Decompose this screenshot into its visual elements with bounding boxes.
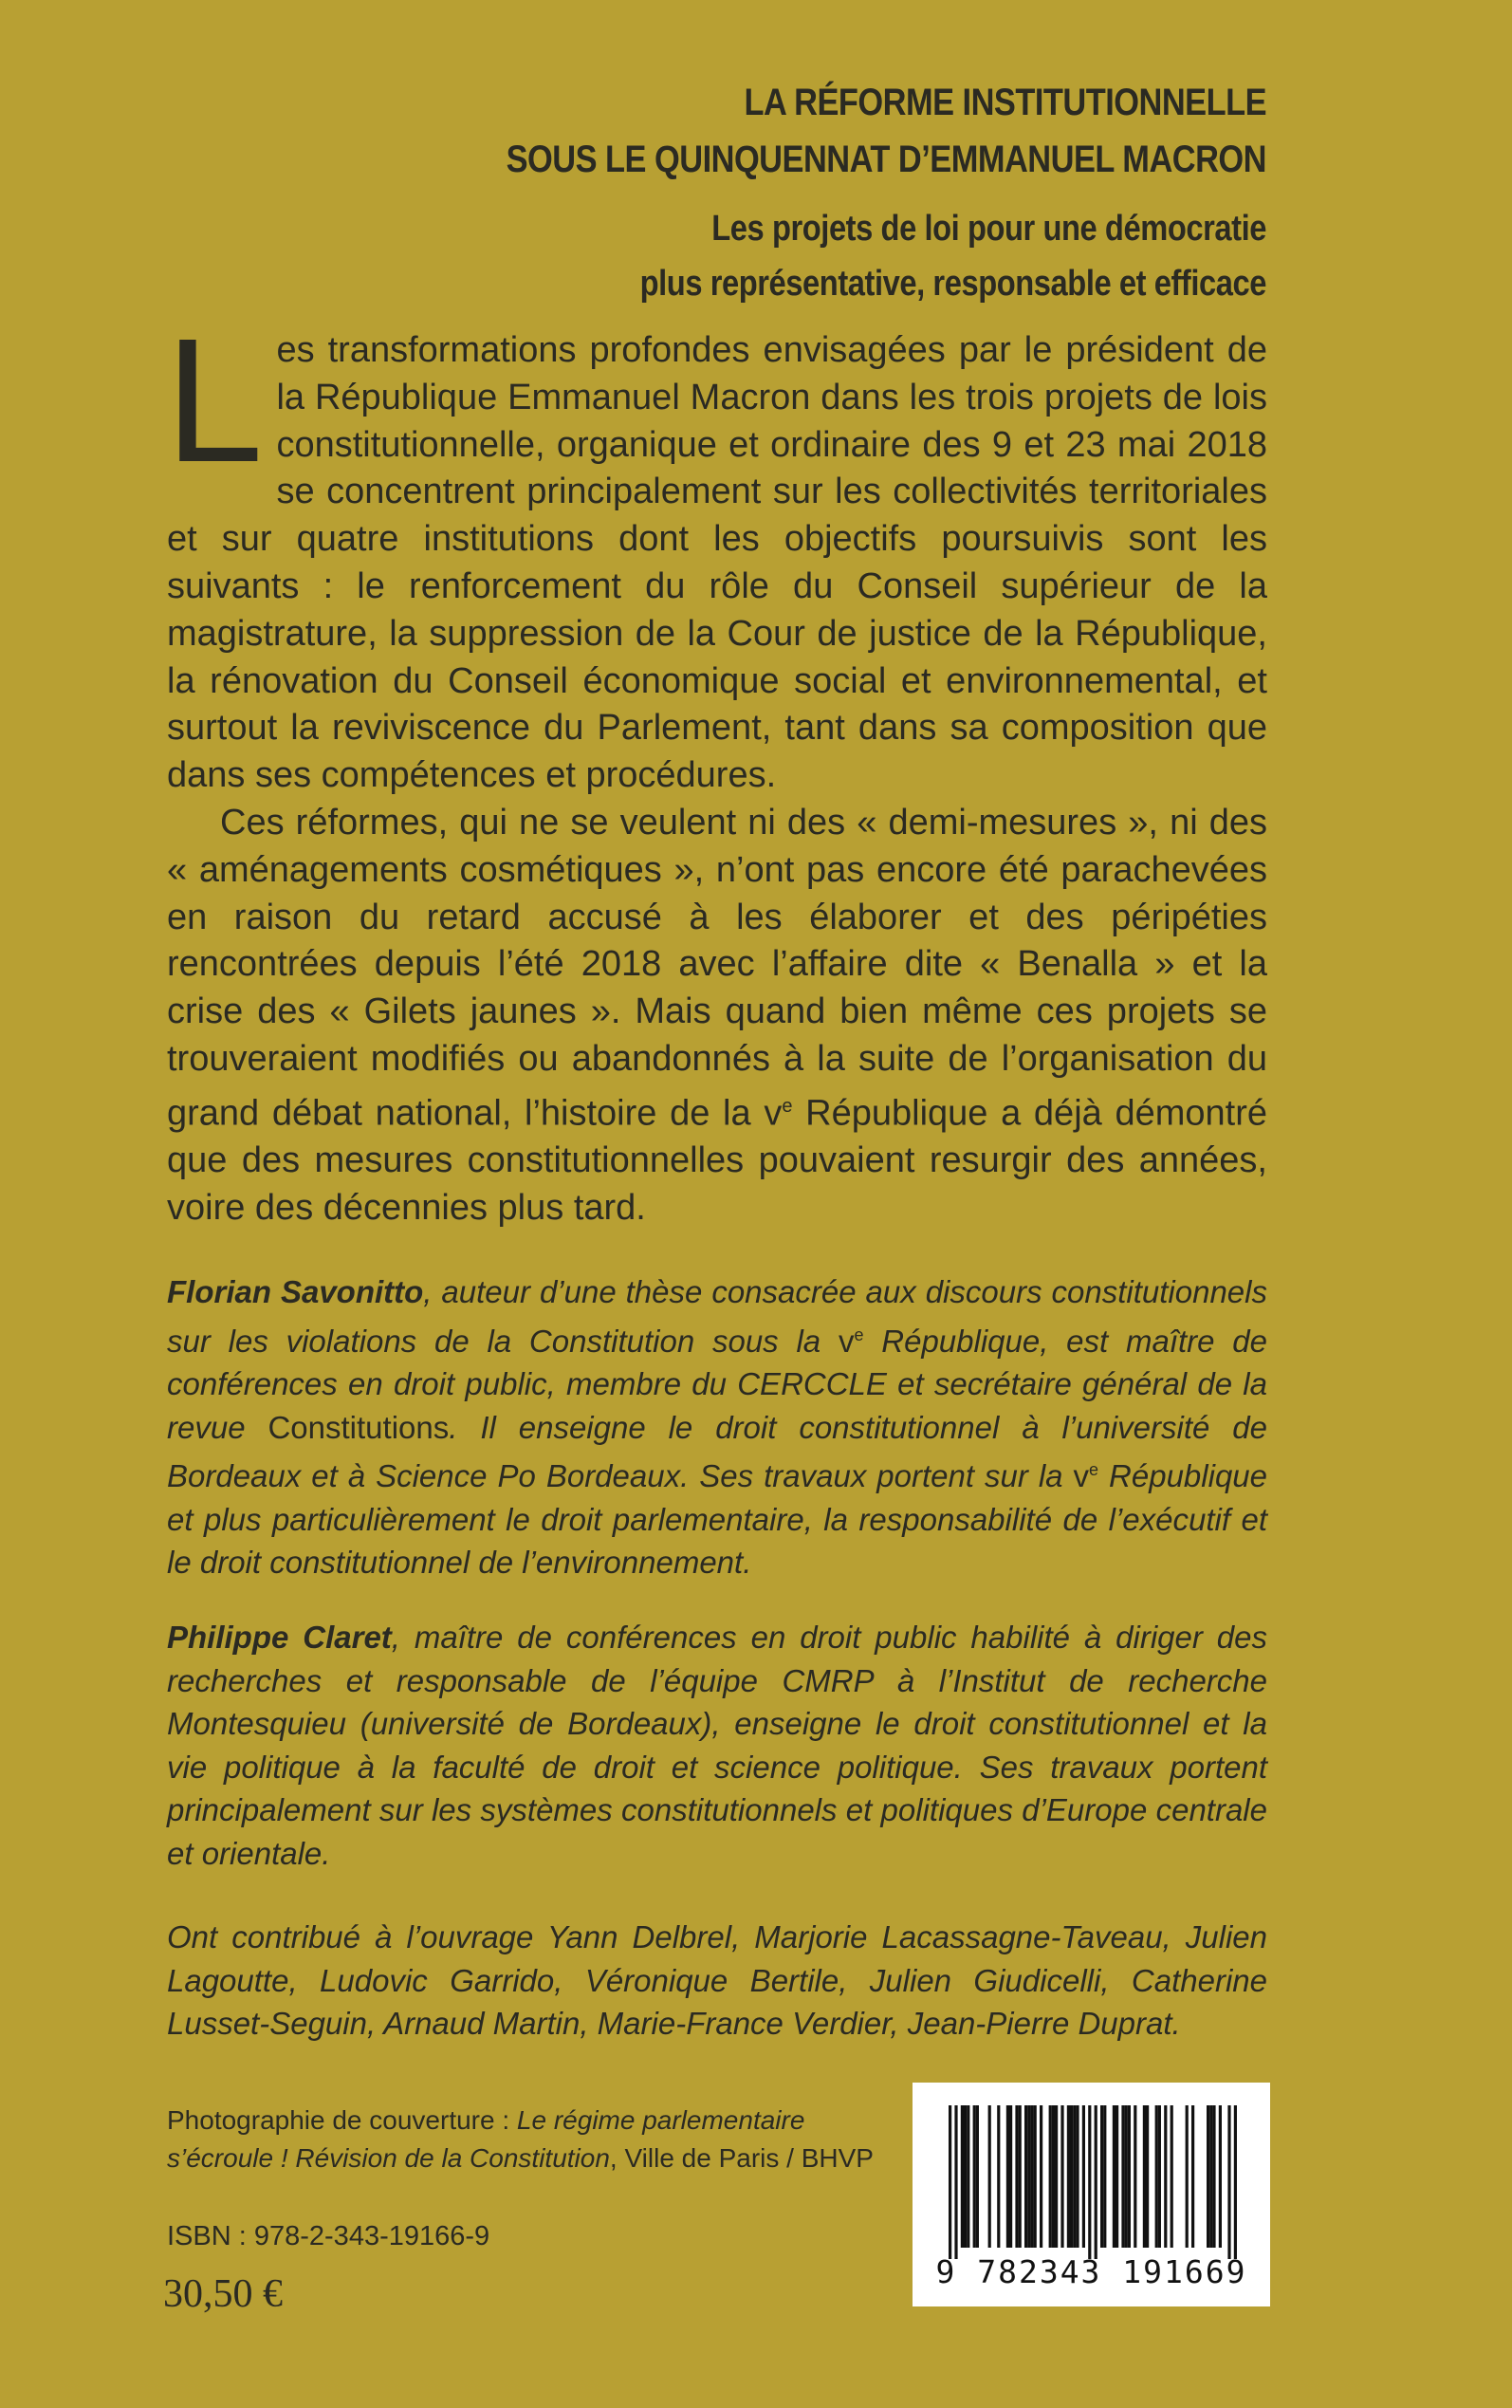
barcode-bar [1134,2105,1136,2248]
bio-2-text: , maître de conférences en droit public habilité à diriger des recherches et responsable de l’équipe CMRP à l’Institut de recherche Montesquieu (université de Bordeaux), enseigne le droit constitutionnel et la vie politique à la faculté de droit et science politique. Ses travaux portent principalement sur les systèmes constitutionnels et politiques d’Europe centrale et orientale. [167,1620,1267,1871]
barcode-bar [1070,2105,1073,2248]
contributors: Ont contribué à l’ouvrage Yann Delbrel, Marjorie Lacassagne-Taveau, Julien Lagoutte, Ludovic Garrido, Véronique Bertile, Julien Giudicelli, Catherine Lusset-Seguin, Arnaud Martin, Marie-France Verdier, Jean-Pierre Duprat. [167,1919,1267,2041]
barcode-bar [1125,2105,1128,2248]
isbn: ISBN : 978-2-343-19166-9 [167,2221,490,2251]
barcode-bar [1027,2105,1030,2248]
barcode-bar [976,2105,979,2248]
barcode-bar [1207,2105,1209,2248]
journal-name: Constitutions [267,1409,450,1445]
barcode-bar [967,2105,969,2248]
blurb-paragraph-2-text-a: Ces réformes, qui ne se veulent ni des « demi-mesures », ni des « aménagements cosmétiques », n’ont pas encore été parachevées en raison du retard accusé à les élaborer et des péripéties rencontrées depuis l’été 2018 avec l’affaire dite « Benalla » et la crise des « Gilets jaunes ». Mais quand bien même ces projets se trouveraient modifiés ou abandonnés à la suite de l’organisation du grand débat national, l’histoire de la [167,802,1267,1134]
barcode-bar [1209,2105,1212,2248]
barcode-bar [1234,2105,1237,2259]
photo-credit-title: Le régime parlementaire s’écroule ! Révision de la Constitution [167,2105,805,2173]
barcode [913,2083,1270,2306]
barcode-bar [1227,2105,1230,2259]
roman-numeral: v [764,1093,783,1134]
author-name-1: Florian Savonitto [167,1274,424,1309]
barcode-bar [1024,2105,1027,2248]
barcode-bar [1103,2105,1106,2248]
barcode-digits: 9 782343 191669 [935,2253,1247,2290]
barcode-bar [1030,2105,1033,2248]
barcode-bar [964,2105,967,2248]
author-name-2: Philippe Claret [167,1620,392,1655]
barcode-bar [1015,2105,1018,2248]
title-block [128,74,1266,311]
barcode-bar [997,2105,1000,2248]
barcode-bar [1116,2105,1118,2248]
barcode-bar [1191,2105,1194,2248]
barcode-bar [1186,2105,1189,2248]
bio-1-text-b: République, est maître de conférences en droit public, membre du CERCCLE et secrétaire général de la revue [167,1323,1267,1445]
book-title-line-2: SOUS LE QUINQUENNAT D’EMMANUEL MACRON [506,139,1266,180]
superscript: e [782,1095,793,1117]
barcode-bar [1121,2105,1124,2248]
roman-numeral: v [1073,1458,1090,1493]
price: 30,50 € [163,2272,283,2316]
barcode-bar [1219,2105,1222,2248]
blurb-paragraph-1-text: es transformations profondes envisagées par le président de la République Emmanuel Macron dans les trois projets de lois constitutionnelle, organique et ordinaire des 9 et 23 mai 2018 se concentrent principalement sur les collectivités territoriales et sur quatre institutions dont les objectifs poursuivis sont les suivants : le renforcement du rôle du Conseil supérieur de la magistrature, la suppression de la Cour de justice de la République, la rénovation du Conseil économique social et environnemental, et surtout la reviviscence du Parlement, tant dans sa composition que dans ses compétences et procédures. [167,330,1267,796]
barcode-bar [1088,2105,1091,2259]
barcode-bar [1006,2105,1009,2248]
photo-credit-label: Photographie de couverture : [167,2105,517,2135]
barcode-bar [1067,2105,1070,2248]
blurb-paragraph-1 [165,303,1267,800]
barcode-bar [1009,2105,1012,2248]
barcode-bar [1095,2105,1097,2259]
barcode-bar [1155,2105,1158,2248]
barcode-bar [954,2105,957,2259]
barcode-bar [1076,2105,1079,2248]
author-bio-1 [167,1270,1267,1584]
author-bio-2 [167,1616,1267,1875]
barcode-bar [1060,2105,1063,2248]
book-title-line-1: LA RÉFORME INSTITUTIONNELLE [744,82,1266,123]
barcode-bar [1171,2105,1173,2248]
barcode-bar [1019,2105,1022,2248]
barcode-bar [1158,2105,1161,2248]
superscript: e [854,1324,864,1344]
barcode-bar [1073,2105,1076,2248]
barcode-bar [1100,2105,1103,2248]
bio-1-text-d: République et plus particulièrement le droit parlementaire, la responsabilité de l’exécutif et le droit constitutionnel de l’environnement. [167,1458,1267,1580]
barcode-bar [1034,2105,1037,2248]
barcode-bar [961,2105,964,2248]
barcode-bar [1164,2105,1167,2248]
barcode-bar [1113,2105,1116,2248]
barcode-bar [973,2105,976,2248]
blurb-paragraph-2-text-b: République a déjà démontré que des mesures constitutionnelles pouvaient resurgir des années, voire des décennies plus tard. [167,1093,1267,1228]
barcode-bar [1146,2105,1149,2248]
barcode-bar [1040,2105,1042,2248]
bio-1-text-a: , auteur d’une thèse consacrée aux discours constitutionnels sur les violations de la Constitution sous la [167,1274,1267,1359]
book-subtitle-line-2: plus représentative, responsable et efficace [639,264,1266,304]
barcode-bar [1128,2105,1131,2248]
barcode-bar [1055,2105,1058,2248]
barcode-bar [988,2105,991,2248]
roman-numeral: v [838,1323,855,1359]
photo-credit [167,2102,888,2177]
blurb-paragraph-2 [167,800,1267,1232]
barcode-bar [1082,2105,1085,2248]
book-subtitle-line-1: Les projets de loi pour une démocratie [711,209,1266,249]
superscript: e [1089,1460,1099,1479]
bio-1-text-c: . Il enseigne le droit constitutionnel à l’université de Bordeaux et à Science Po Bordeaux. Ses travaux portent sur la [167,1409,1267,1493]
blurb [165,303,1267,1232]
drop-cap: L [165,303,264,499]
barcode-bar [1143,2105,1146,2248]
barcode-bar [1049,2105,1052,2248]
barcode-bar [1052,2105,1055,2248]
barcode-bar [949,2105,951,2259]
barcode-bar [1212,2105,1215,2248]
photo-credit-source: , Ville de Paris / BHVP [609,2143,874,2173]
